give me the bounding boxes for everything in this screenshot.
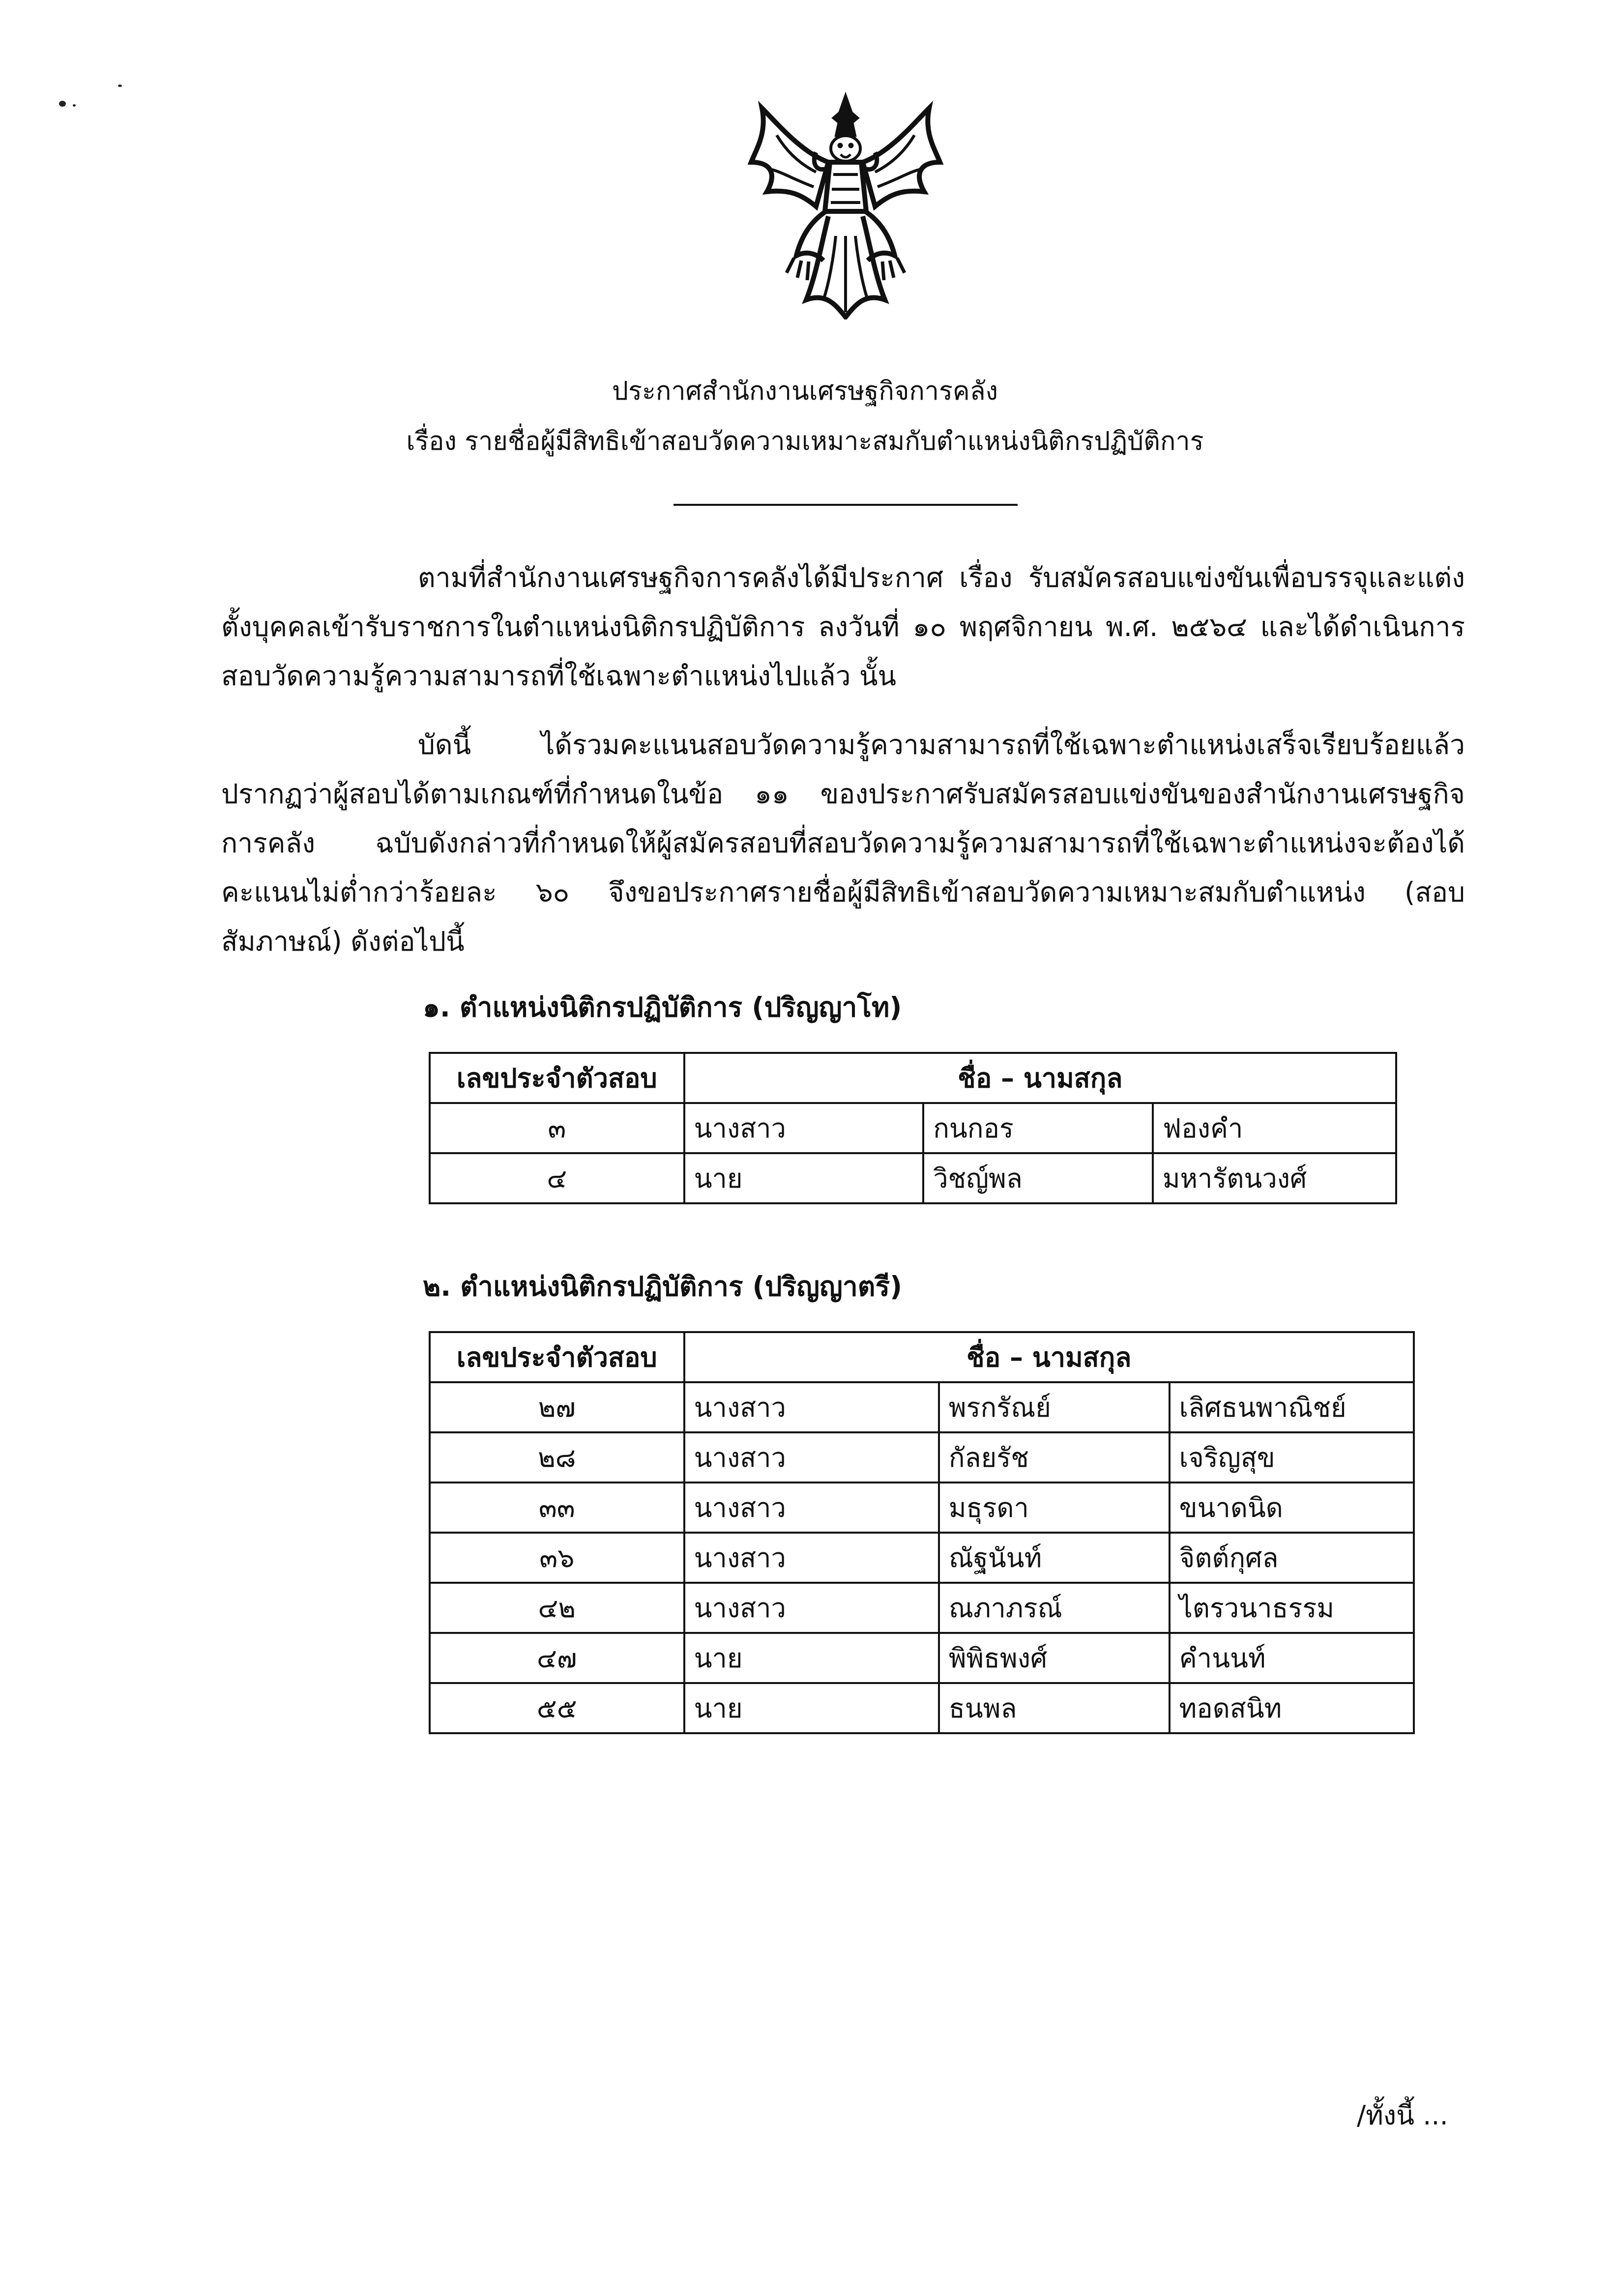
first-name: ณภาภรณ์ [939,1583,1170,1633]
first-name: กัลยรัช [939,1432,1170,1482]
first-name: วิชญ์พล [923,1153,1153,1203]
first-name: พรกรัณย์ [939,1382,1170,1432]
announcement-paragraph-text: บัดนี้ ได้รวมคะแนนสอบวัดความรู้ความสามารถที่ใช้เฉพาะตำแหน่งเสร็จเรียบร้อยแล้ว ปรากฏว่าผู้สอบได้ตามเกณฑ์ที่กำหนดในข้อ ๑๑ ของประกาศรับสมัครสอบแข่งขันของสำนักงานเศรษฐกิจการคลัง ฉบับดังกล่าวที่กำหนดให้ผู้สมัครสอบที่สอบวัดความรู้ความสามารถที่ใช้เฉพาะตำแหน่งจะต้องได้คะแนนไม่ต่ำกว่าร้อยละ ๖๐ จึงขอประกาศรายชื่อผู้มีสิทธิเข้าสอบวัดความเหมาะสมกับตำแหน่ง (สอบสัมภาษณ์) ดังต่อไปนี้ [221,729,1465,957]
table-header-row [430,1332,1414,1382]
table-row [430,1583,1414,1633]
last-name: คำนนท์ [1170,1633,1414,1683]
name-prefix: นางสาว [684,1533,939,1583]
name-prefix: นางสาว [684,1382,939,1432]
document-title: ประกาศสำนักงานเศรษฐกิจการคลัง [612,377,998,406]
last-name: ขนาดนิด [1170,1482,1414,1533]
announcement-paragraph [221,720,1465,966]
name-prefix: นาย [684,1153,924,1203]
exam-id: ๔ [430,1153,684,1203]
first-name: กนกอร [923,1103,1153,1153]
table-row [430,1633,1414,1683]
garuda-emblem-icon [742,88,949,320]
exam-id: ๓ [430,1103,684,1153]
document-subject: เรื่อง รายชื่อผู้มีสิทธิเข้าสอบวัดความเหมาะสมกับตำแหน่งนิติกรปฏิบัติการ [406,427,1204,456]
last-name: ไตรวนาธรรม [1170,1583,1414,1633]
continuation-marker: /ทั้งนี้ ... [1357,2100,1448,2131]
header-exam-id: เลขประจำตัวสอบ [430,1053,684,1103]
last-name: เจริญสุข [1170,1432,1414,1482]
table-row [430,1432,1414,1482]
exam-id: ๒๘ [430,1432,684,1482]
first-name: พิพิธพงศ์ [939,1633,1170,1683]
last-name: จิตต์กุศล [1170,1533,1414,1583]
table-header-row [430,1053,1396,1103]
table-row [430,1382,1414,1432]
section-title-bachelors: ๒. ตำแหน่งนิติกรปฏิบัติการ (ปริญญาตรี) [423,1271,903,1302]
last-name: ฟองคำ [1153,1103,1396,1153]
first-name: ธนพล [939,1683,1170,1733]
first-name: ณัฐนันท์ [939,1533,1170,1583]
header-full-name: ชื่อ – นามสกุล [684,1332,1414,1382]
scan-speck [73,104,76,107]
header-exam-id: เลขประจำตัวสอบ [430,1332,684,1382]
name-prefix: นางสาว [684,1583,939,1633]
table-row [430,1482,1414,1533]
exam-id: ๔๒ [430,1583,684,1633]
exam-id: ๕๕ [430,1683,684,1733]
intro-paragraph [221,553,1465,700]
intro-paragraph-text: ตามที่สำนักงานเศรษฐกิจการคลังได้มีประกาศ เรื่อง รับสมัครสอบแข่งขันเพื่อบรรจุและแต่งตั้งบุคคลเข้ารับราชการในตำแหน่งนิติกรปฏิบัติการ ลงวันที่ ๑๐ พฤศจิกายน พ.ศ. ๒๕๖๔ และได้ดำเนินการสอบวัดความรู้ความสามารถที่ใช้เฉพาะตำแหน่งไปแล้ว นั้น [221,562,1465,692]
candidate-table-bachelors [429,1331,1415,1734]
name-prefix: นางสาว [684,1103,924,1153]
table-row [430,1103,1396,1153]
exam-id: ๓๖ [430,1533,684,1583]
exam-id: ๓๓ [430,1482,684,1533]
table-row [430,1153,1396,1203]
last-name: ทอดสนิท [1170,1683,1414,1733]
candidate-table-masters [429,1052,1397,1204]
name-prefix: นาย [684,1633,939,1683]
title-divider [673,504,1018,506]
exam-id: ๒๗ [430,1382,684,1432]
table-row [430,1683,1414,1733]
exam-id: ๔๗ [430,1633,684,1683]
scan-speck [59,101,66,107]
first-name: มธุรดา [939,1482,1170,1533]
name-prefix: นางสาว [684,1432,939,1482]
last-name: เลิศธนพาณิชย์ [1170,1382,1414,1432]
name-prefix: นางสาว [684,1482,939,1533]
header-full-name: ชื่อ – นามสกุล [684,1053,1396,1103]
last-name: มหารัตนวงศ์ [1153,1153,1396,1203]
name-prefix: นาย [684,1683,939,1733]
table-row [430,1533,1414,1583]
section-title-masters: ๑. ตำแหน่งนิติกรปฏิบัติการ (ปริญญาโท) [423,991,902,1023]
scan-speck [118,85,122,87]
